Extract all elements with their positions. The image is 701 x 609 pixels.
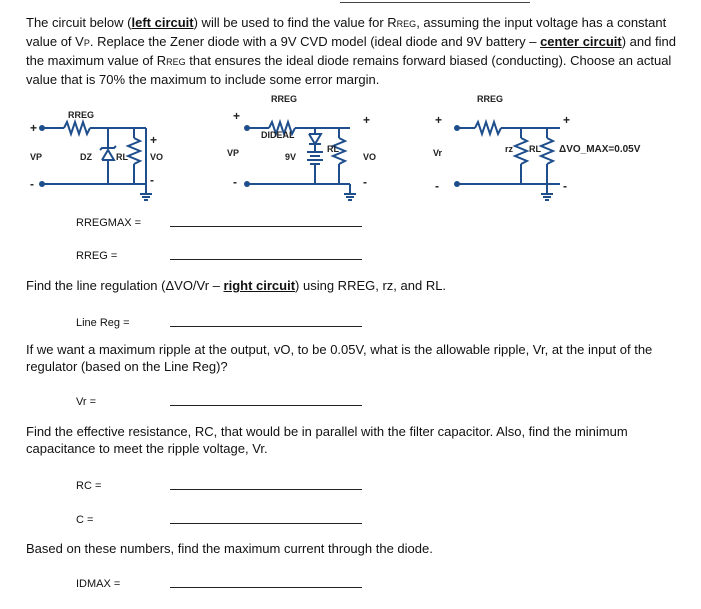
svg-text:+: + (150, 133, 158, 147)
center-vo-label: VO (363, 152, 377, 162)
left-dz-label: DZ (80, 152, 92, 162)
rc-label: RC = (76, 480, 102, 492)
c-answer-line[interactable] (170, 523, 362, 524)
c-label: C = (76, 514, 94, 526)
intro-text-1: The circuit below ( (26, 15, 132, 30)
question-max-current: Based on these numbers, find the maximum current through the diode. (26, 541, 433, 556)
question-line-regulation (26, 277, 446, 294)
q2-text-a: Find the line regulation (ΔVO/Vr – (26, 278, 224, 293)
line-reg-label: Line Reg = (76, 317, 130, 329)
svg-text:-: - (30, 177, 34, 191)
right-rreg-label: RREG (477, 94, 504, 104)
left-rreg-label: RREG (68, 110, 95, 120)
intro-sub-2: P (83, 38, 90, 48)
rreg-label: RREG = (76, 250, 118, 262)
vr-label: Vr = (76, 396, 97, 408)
center-vp-label: VP (227, 148, 240, 158)
intro-text-5: ) and find the maximum value of R (26, 34, 676, 68)
line-reg-answer-line[interactable] (170, 326, 362, 327)
svg-text:-: - (363, 175, 367, 189)
svg-text:+: + (233, 109, 241, 123)
right-rz-label: rz (505, 144, 514, 154)
left-circuit-ref: left circuit (131, 15, 194, 30)
rreg-answer-line[interactable] (170, 259, 362, 260)
idmax-label: IDMAX = (76, 578, 121, 590)
question-effective-resistance: Find the effective resistance, RC, that would be in parallel with the filter capacitor. Also, find the minimum capacitance to meet the ripple voltage, Vr. (26, 424, 628, 456)
left-rl-label: RL (116, 152, 128, 162)
idmax-answer-line[interactable] (170, 587, 362, 588)
intro-sub-1: REG (396, 19, 417, 29)
left-vp-label: VP (30, 152, 43, 162)
svg-text:+: + (563, 113, 571, 127)
center-9v-label: 9V (285, 152, 297, 162)
rregmax-label: RREGMAX = (76, 217, 142, 229)
intro-text-4: . Replace the Zener diode with a 9V CVD model (ideal diode and 9V battery – (89, 34, 541, 49)
right-rl-label: RL (529, 144, 541, 154)
right-circuit-diagram (425, 94, 685, 204)
center-rreg-label: RREG (271, 94, 298, 104)
intro-text-6: that ensures the ideal diode remains forward biased (conducting). Choose an actual value that is 70% the maximum to include some error margin. (26, 53, 672, 87)
intro-text-2: ) will be used to find the value for R (193, 15, 397, 30)
question-ripple: If we want a maximum ripple at the output, vO, to be 0.05V, what is the allowable ripple, Vr, at the input of the regulator (based on the Line Reg)? (26, 342, 653, 374)
center-circuit-diagram (225, 94, 395, 204)
intro-sub-3: REG (166, 57, 186, 67)
center-circuit-ref: center circuit (540, 34, 622, 49)
right-vr-label: Vr (433, 148, 443, 158)
svg-text:-: - (435, 179, 439, 193)
svg-text:-: - (150, 173, 154, 187)
svg-text:+: + (435, 113, 443, 127)
center-dideal-label: DIDEAL (261, 130, 295, 140)
left-circuit-diagram (26, 94, 196, 204)
left-vo-label: VO (150, 152, 164, 162)
rc-answer-line[interactable] (170, 489, 362, 490)
rregmax-answer-line[interactable] (170, 226, 362, 227)
vr-answer-line[interactable] (170, 405, 362, 406)
svg-text:+: + (363, 113, 371, 127)
intro-paragraph (26, 14, 676, 88)
intro-text-3: , assuming the input voltage has a constant value of V (26, 15, 667, 49)
svg-text:-: - (563, 179, 567, 193)
svg-text:-: - (233, 175, 237, 189)
right-dvo-label: ΔVO_MAX=0.05V (559, 144, 641, 155)
svg-text:+: + (30, 121, 38, 135)
top-rule (340, 2, 530, 3)
q2-text-b: ) using RREG, rz, and RL. (295, 278, 447, 293)
right-circuit-ref: right circuit (223, 278, 296, 293)
center-rl-label: RL (327, 144, 339, 154)
